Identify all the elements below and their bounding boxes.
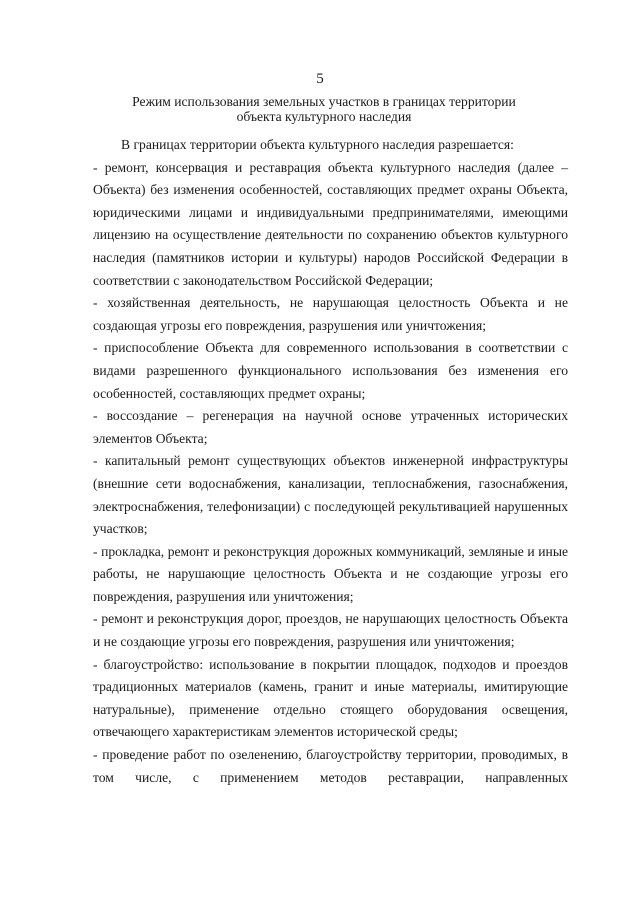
list-item: - благоустройство: использование в покрытии площадок, подходов и проездов традиционных материалов (камень, гранит и иные материалы, имитирующие натуральные), применение отдельно стоящего оборудования освещения, отвечающего характеристикам элементов исторической среды;: [93, 656, 568, 740]
list-item: - ремонт и реконструкция дорог, проездов, не нарушающих целостность Объекта и не создающие угрозы его повреждения, разрушения или уничтожения;: [93, 611, 568, 650]
body-text: [93, 134, 568, 789]
section-heading: Режим использования земельных участков в границах территории объекта культурного наследия: [132, 94, 516, 124]
list-item: - капитальный ремонт существующих объектов инженерной инфраструктуры (внешние сети водоснабжения, канализации, теплоснабжения, газоснабжения, электроснабжения, телефонизации) с последующей рекультивацией нарушенных участков;: [93, 453, 568, 537]
list-item: - ремонт, консервация и реставрация объекта культурного наследия (далее – Объекта) без изменения особенностей, составляющих предмет охраны Объекта, юридическими лицами и индивидуальными предпринимателями, имеющими лицензию на осуществление деятельности по сохранению объектов культурного наследия (памятников истории и культуры) народов Российской Федерации в соответствии с законодательством Российской Федерации;: [93, 159, 568, 288]
list-item: - прокладка, ремонт и реконструкция дорожных коммуникаций, земляные и иные работы, не нарушающие целостность Объекта и не создающие угрозы его повреждения, разрушения или уничтожения;: [93, 543, 568, 604]
list-item: - проведение работ по озеленению, благоустройству территории, проводимых, в том числе, с применением методов реставрации, направленных: [93, 747, 568, 785]
list-item: - хозяйственная деятельность, не нарушающая целостность Объекта и не создающая угрозы его повреждения, разрушения или уничтожения;: [93, 295, 568, 333]
page-number: 5: [316, 71, 324, 87]
intro-paragraph: В границах территории объекта культурного наследия разрешается:: [121, 137, 514, 152]
list-item: - воссоздание – регенерация на научной основе утраченных исторических элементов Объекта;: [93, 408, 568, 446]
list-item: - приспособление Объекта для современного использования в соответствии с видами разрешенного функционального использования без изменения его особенностей, составляющих предмет охраны;: [93, 340, 568, 401]
